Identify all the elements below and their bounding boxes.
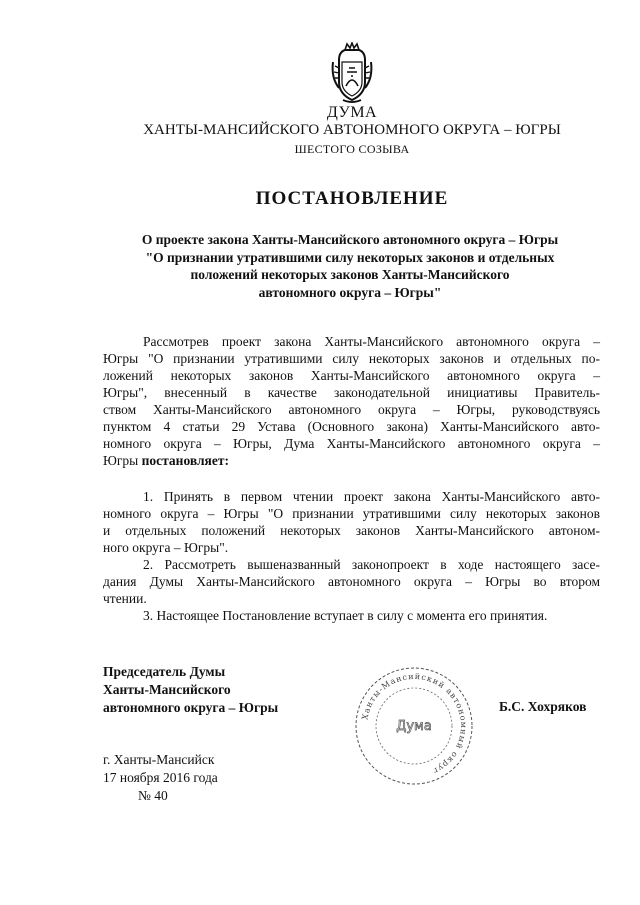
item-line: дания Думы Ханты-Мансийского автономного округа – Югры во втором bbox=[103, 574, 600, 589]
document-number: № 40 bbox=[138, 788, 168, 803]
item-line: 2. Рассмотреть вышеназванный законопроект в ходе настоящего засе- bbox=[143, 557, 600, 572]
preamble-line: ством Ханты-Мансийского автономного округа – Югры, руководствуясь bbox=[103, 402, 600, 417]
coat-of-arms-icon bbox=[325, 42, 379, 104]
subject-line: О проекте закона Ханты-Мансийского автономного округа – Югры bbox=[141, 232, 559, 247]
item-line: номного округа – Югры "О признании утратившими силу некоторых законов bbox=[103, 506, 600, 521]
resolution-items bbox=[103, 488, 600, 624]
place-date-number bbox=[103, 751, 218, 805]
resolve-verb: постановляет: bbox=[141, 453, 229, 468]
region-name: ХАНТЫ-МАНСИЙСКОГО АВТОНОМНОГО ОКРУГА – ЮГРЫ bbox=[143, 122, 561, 138]
seal-ring-text: Ханты-Мансийский автономный округ bbox=[360, 671, 469, 776]
item-line: и отдельных положений некоторых законов Ханты-Мансийского автоном- bbox=[103, 523, 600, 538]
position-line: Ханты-Мансийского bbox=[103, 682, 231, 697]
preamble-line: ложений некоторых законов Ханты-Мансийского автономного округа – bbox=[103, 368, 600, 383]
subject-line: положений некоторых законов Ханты-Мансийского bbox=[190, 267, 510, 282]
subject-line: автономного округа – Югры" bbox=[258, 284, 442, 300]
signatory-position bbox=[103, 663, 278, 717]
preamble-end: Югры bbox=[103, 453, 142, 468]
position-line: Председатель Думы bbox=[103, 664, 226, 679]
preamble-line: Рассмотрев проект закона Ханты-Мансийского автономного округа – bbox=[143, 334, 600, 349]
preamble-line bbox=[103, 452, 600, 469]
preamble-line: пунктом 4 статьи 29 Устава (Основного закона) Ханты-Мансийского авто- bbox=[103, 419, 600, 434]
document-title: ПОСТАНОВЛЕНИЕ bbox=[255, 188, 449, 209]
preamble-line: номного округа – Югры, Дума Ханты-Мансийского автономного округа – bbox=[103, 436, 600, 451]
item-line: чтении. bbox=[103, 591, 147, 606]
official-seal-icon bbox=[352, 664, 476, 788]
city: г. Ханты-Мансийск bbox=[103, 752, 215, 767]
subject-line: "О признании утратившими силу некоторых законов и отдельных bbox=[145, 249, 555, 265]
org-name: ДУМА bbox=[326, 104, 378, 121]
seal-center-text: Дума bbox=[396, 719, 432, 734]
item-line: ного округа – Югры". bbox=[103, 540, 229, 555]
preamble-line: Югры", внесенный в качестве законодательной инициативы Правитель- bbox=[103, 385, 600, 400]
item-line: 1. Принять в первом чтении проект закона Ханты-Мансийского авто- bbox=[143, 489, 600, 504]
document-subject bbox=[70, 231, 630, 301]
position-line: автономного округа – Югры bbox=[103, 700, 279, 715]
preamble-line: Югры "О признании утратившими силу некоторых законов и отдельных по- bbox=[103, 351, 600, 366]
convocation: ШЕСТОГО СОЗЫВА bbox=[294, 142, 410, 156]
preamble-paragraph bbox=[103, 333, 600, 469]
item-line: 3. Настоящее Постановление вступает в силу с момента его принятия. bbox=[143, 608, 548, 623]
date: 17 ноября 2016 года bbox=[103, 770, 218, 785]
signatory-name: Б.С. Хохряков bbox=[499, 699, 587, 714]
